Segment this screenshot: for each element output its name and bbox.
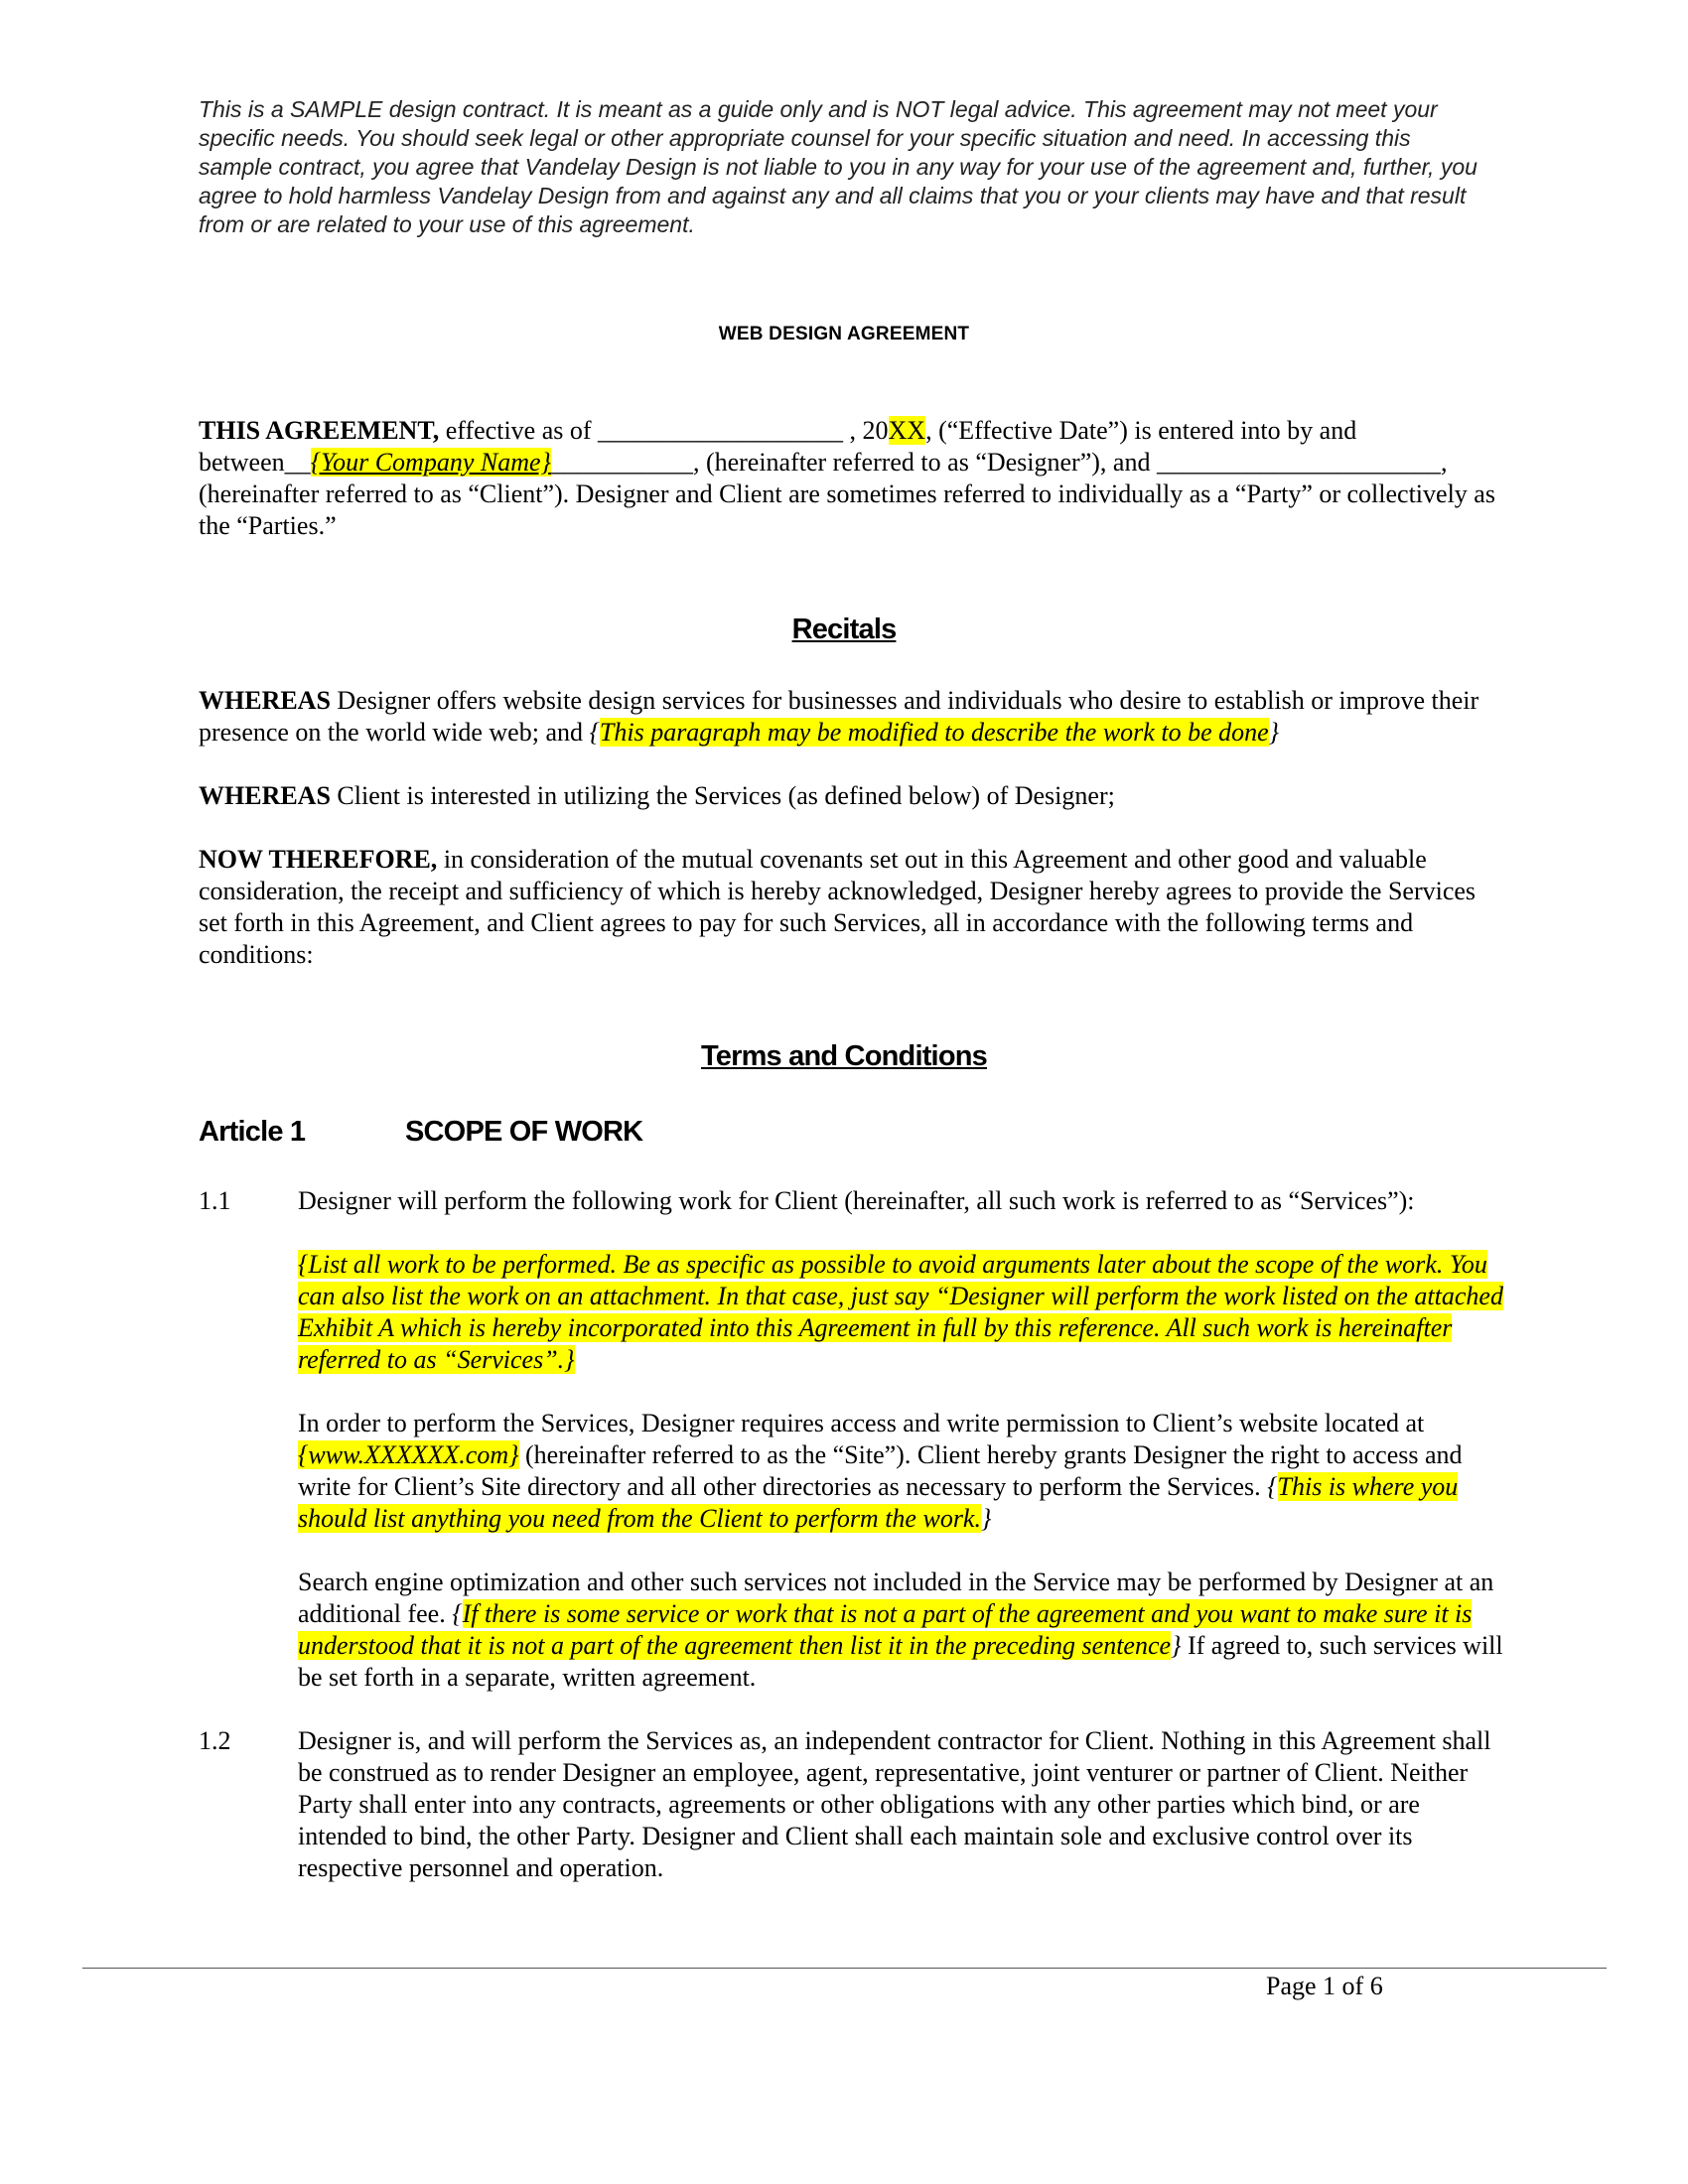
section-1-1-number: 1.1: [199, 1186, 231, 1215]
seo-highlight: If there is some service or work that is not a part of the agreement and you want to make sure it is understood that it is not a part of the agreement then list it in the preceding sentence: [298, 1599, 1473, 1660]
section-1-1-text: Designer will perform the following work for Client (hereinafter, all such work is referred to as “Services”):: [298, 1186, 1415, 1215]
article-1-heading: [199, 1116, 643, 1149]
seo-text-2: If agreed to, such services will be set forth in a separate, written agreement.: [298, 1631, 1503, 1692]
seo-open-brace: {: [452, 1599, 463, 1628]
client-name-blank: ______________________: [1156, 448, 1441, 477]
section-1-1-seo-paragraph: [298, 1567, 1504, 1694]
whereas-1-highlight: This paragraph may be modified to describe the work to be done: [599, 718, 1269, 747]
site-url-placeholder: {www.XXXXXX.com}: [298, 1440, 519, 1469]
company-blank-right: ___________: [550, 448, 693, 477]
intro-text-3: , (“Effective Date”) is entered into by and between: [199, 416, 1357, 477]
intro-text-4: , (hereinafter referred to as “Designer”), and: [692, 448, 1157, 477]
company-blank-left: __: [284, 448, 311, 477]
page-number: Page 1 of 6: [1266, 1972, 1383, 2000]
whereas-2-lead: WHEREAS: [199, 781, 331, 810]
scope-instructions-highlight: {List all work to be performed. Be as specific as possible to avoid arguments later about the scope of the work. You can also list the work on an attachment. In that case, just say “Designer will perform the work listed on the attached Exhibit A which is hereby incorporated into this Agreement in full by this reference. All such work is hereinafter referred to as “Services”.}: [298, 1250, 1503, 1374]
seo-close-brace: }: [1171, 1631, 1182, 1660]
intro-lead: THIS AGREEMENT,: [199, 416, 440, 445]
intro-text-1: effective as of: [439, 416, 599, 445]
access-close-brace: }: [980, 1504, 992, 1533]
recitals-heading: Recitals: [791, 614, 897, 645]
whereas-1-open-brace: {: [589, 718, 600, 747]
now-therefore-text: in consideration of the mutual covenants set out in this Agreement and other good and valuable consideration, the receipt and sufficiency of which is hereby acknowledged, Designer hereby agrees to provide the Services set forth in this Agreement, and Client agrees to pay for such Services, all in accordance with the following terms and conditions:: [199, 845, 1477, 969]
access-text-2: (hereinafter referred to as the “Site”). Client hereby grants Designer the right to access and write for Client’s Site directory and all other directories as necessary to perform the Services.: [298, 1440, 1463, 1501]
access-text-1: In order to perform the Services, Designer requires access and write permission to Client’s website located at: [298, 1409, 1425, 1437]
terms-heading: Terms and Conditions: [701, 1040, 987, 1072]
company-name-placeholder: {Your Company Name}: [310, 448, 551, 477]
article-label: Article 1: [199, 1116, 306, 1148]
now-therefore-lead: NOW THEREFORE,: [199, 845, 438, 874]
whereas-1-lead: WHEREAS: [199, 686, 331, 715]
document-title: WEB DESIGN AGREEMENT: [718, 324, 970, 344]
intro-text-2: , 20: [843, 416, 889, 445]
year-placeholder: XX: [888, 416, 926, 445]
intro-paragraph: [199, 415, 1499, 542]
whereas-1-close-brace: }: [1268, 718, 1280, 747]
whereas-1-text: Designer offers website design services for businesses and individuals who desire to establish or improve their presence on the world wide web; and: [199, 686, 1479, 747]
recital-now-therefore: [199, 844, 1499, 971]
whereas-2-text: Client is interested in utilizing the Services (as defined below) of Designer;: [330, 781, 1115, 810]
section-1-2-number: 1.2: [199, 1726, 231, 1755]
article-title: SCOPE OF WORK: [405, 1116, 643, 1148]
section-1-2-text: Designer is, and will perform the Services as, an independent contractor for Client. Nothing in this Agreement shall be construed as to render Designer an employee, agent, representative, joint venturer or partner of Client. Neither Party shall enter into any contracts, agreements or other obligations with any other parties which bind, or are intended to bind, the other Party. Designer and Client shall each maintain sole and exclusive control over its respective personnel and operation.: [298, 1726, 1491, 1882]
footer-divider: [82, 1968, 1607, 1969]
recital-whereas-2: [199, 780, 1499, 812]
section-1-1-access-paragraph: [298, 1408, 1504, 1535]
intro-text-5: , (hereinafter referred to as “Client”). Designer and Client are sometimes referred to individually as a “Party” or collectively as the “Parties.”: [199, 448, 1495, 540]
seo-text-1: Search engine optimization and other such services not included in the Service may be performed by Designer at an additional fee.: [298, 1568, 1494, 1628]
recital-whereas-1: [199, 685, 1499, 749]
access-open-brace: {: [1267, 1472, 1278, 1501]
disclaimer-text: This is a SAMPLE design contract. It is meant as a guide only and is NOT legal advice. This agreement may not meet your specific needs. You should seek legal or other appropriate counsel for your specific situation and need. In accessing this sample contract, you agree that Vandelay Design is not liable to you in any way for your use of the agreement and, further, you agree to hold harmless Vandelay Design from and against any and all claims that you or your clients may have and that result from or are related to your use of this agreement.: [199, 96, 1477, 237]
access-highlight: This is where you should list anything you need from the Client to perform the work.: [298, 1472, 1459, 1533]
effective-date-blank: ___________________: [598, 416, 844, 445]
section-1-1-instructions: [298, 1249, 1504, 1376]
